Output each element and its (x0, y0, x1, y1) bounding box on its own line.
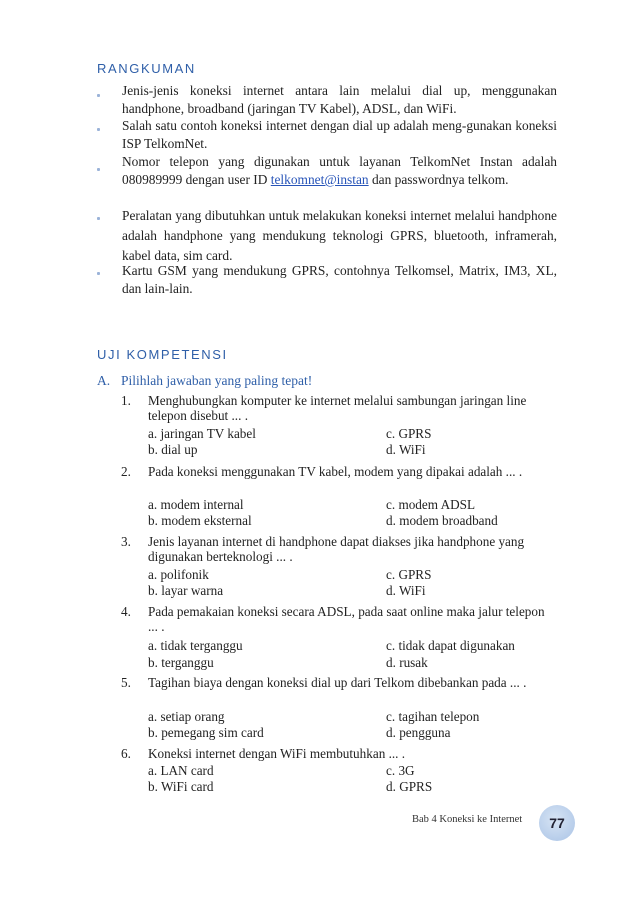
question-2-option-a[interactable]: a. modem internal (148, 497, 244, 512)
question-2-option-b[interactable]: b. modem eksternal (148, 513, 252, 528)
question-2-option-d[interactable]: d. modem broadband (386, 513, 498, 528)
question-4-option-c[interactable]: c. tidak dapat digunakan (386, 638, 515, 653)
question-5: 5. Tagihan biaya dengan koneksi dial up dari Telkom dibebankan pada ... . (121, 675, 527, 690)
question-3-option-d[interactable]: d. WiFi (386, 583, 426, 598)
question-1-option-a[interactable]: a. jaringan TV kabel (148, 426, 256, 441)
bullet-marker (97, 217, 100, 220)
summary-heading: RANGKUMAN (97, 61, 196, 76)
page-number: 77 (549, 815, 565, 831)
competency-heading: UJI KOMPETENSI (97, 347, 228, 362)
summary-item-4: Peralatan yang dibutuhkan untuk melakukan koneksi internet melalui handphone adalah handphone yang mendukung teknologi GPRS, bluetooth, inframerah, kabel data, sim card. (122, 208, 557, 263)
question-1-option-d[interactable]: d. WiFi (386, 442, 426, 457)
bullet-marker (97, 128, 100, 131)
question-5-option-a[interactable]: a. setiap orang (148, 709, 225, 724)
question-2: 2. Pada koneksi menggunakan TV kabel, modem yang dipakai adalah ... . (121, 464, 523, 479)
summary-item-2: Salah satu contoh koneksi internet dengan dial up adalah meng-gunakan koneksi ISP TelkomNet. (122, 118, 557, 151)
summary-item-3: Nomor telepon yang digunakan untuk layanan TelkomNet Instan adalah 080989999 dengan user ID telkomnet@instan dan passwordnya telkom. (122, 154, 557, 187)
question-3-option-a[interactable]: a. polifonik (148, 567, 209, 582)
question-4-option-b[interactable]: b. terganggu (148, 655, 214, 670)
summary-item-5: Kartu GSM yang mendukung GPRS, contohnya Telkomsel, Matrix, IM3, XL, dan lain-lain. (122, 263, 557, 296)
question-4-option-d[interactable]: d. rusak (386, 655, 428, 670)
question-6-option-d[interactable]: d. GPRS (386, 779, 433, 794)
question-6-option-b[interactable]: b. WiFi card (148, 779, 214, 794)
question-3-option-c[interactable]: c. GPRS (386, 567, 432, 582)
question-1-option-b[interactable]: b. dial up (148, 442, 198, 457)
question-1-option-c[interactable]: c. GPRS (386, 426, 432, 441)
question-2-option-c[interactable]: c. modem ADSL (386, 497, 476, 512)
question-5-option-b[interactable]: b. pemegang sim card (148, 725, 264, 740)
user-id-link[interactable]: telkomnet@instan (270, 172, 369, 187)
question-6-option-a[interactable]: a. LAN card (148, 763, 214, 778)
question-1: 1. Menghubungkan komputer ke internet melalui sambungan jaringan line telepon disebut ... . (121, 393, 527, 423)
question-6-option-c[interactable]: c. 3G (386, 763, 415, 778)
question-5-option-d[interactable]: d. pengguna (386, 725, 451, 740)
question-3: 3. Jenis layanan internet di handphone dapat diakses jika handphone yang digunakan berteknologi ... . (121, 534, 525, 564)
summary-item-1: Jenis-jenis koneksi internet antara lain melalui dial up, menggunakan handphone, broadband (jaringan TV Kabel), ADSL, dan WiFi. (122, 83, 557, 116)
question-6: 6. Koneksi internet dengan WiFi membutuhkan ... . (121, 746, 406, 761)
question-5-option-c[interactable]: c. tagihan telepon (386, 709, 480, 724)
chapter-footer: Bab 4 Koneksi ke Internet (412, 814, 523, 825)
section-a-instruction: A. Pilihlah jawaban yang paling tepat! (97, 373, 313, 388)
bullet-marker (97, 272, 100, 275)
question-4: 4. Pada pemakaian koneksi secara ADSL, pada saat online maka jalur telepon ... . (121, 604, 545, 634)
page-number-badge (539, 805, 575, 841)
question-4-option-a[interactable]: a. tidak terganggu (148, 638, 243, 653)
question-3-option-b[interactable]: b. layar warna (148, 583, 224, 598)
bullet-marker (97, 94, 100, 97)
bullet-marker (97, 168, 100, 171)
